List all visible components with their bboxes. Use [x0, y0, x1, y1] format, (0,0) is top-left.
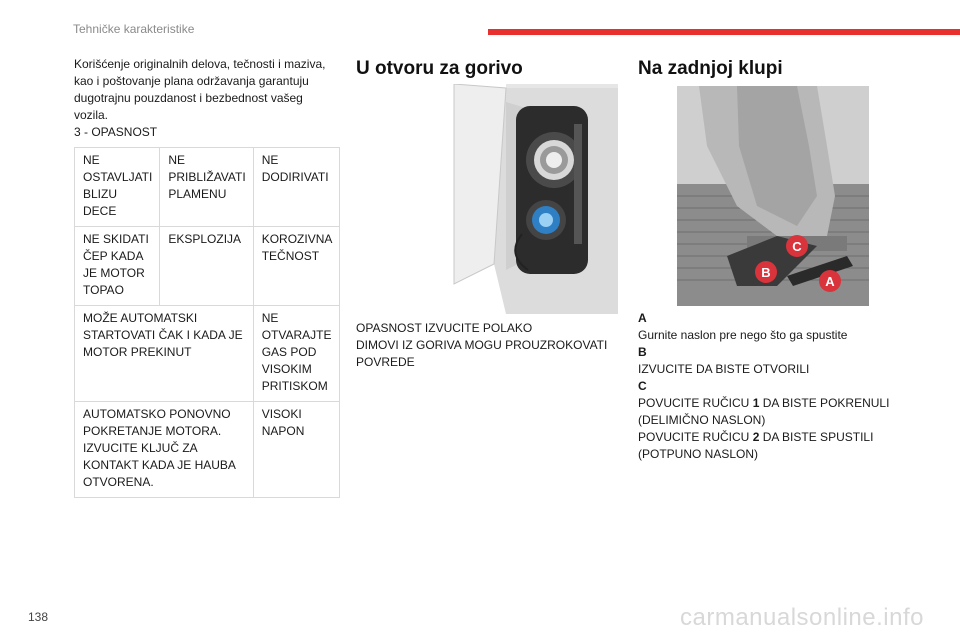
bench-section-title: Na zadnjoj klupi — [638, 58, 783, 79]
marker-a-label: A — [825, 274, 835, 289]
rear-bench-image — [677, 86, 869, 306]
caption-line: DIMOVI IZ GORIVA MOGU PROUZROKOVATI POVREDE — [356, 338, 608, 369]
step-b-text: IZVUCITE DA BISTE OTVORILI — [638, 362, 810, 376]
step-a-text: Gurnite naslon pre nego što ga spustite — [638, 328, 848, 342]
handle-number: 2 — [752, 430, 760, 444]
step-b-title: B — [638, 345, 647, 359]
left-column — [74, 56, 336, 498]
page-number: 138 — [28, 610, 49, 624]
text-run: DA BISTE POKRENULI (DELIMIČNO NASLON) — [638, 396, 890, 427]
table-cell: NE DODIRIVATI — [253, 148, 339, 227]
table-cell: EKSPLOZIJA — [160, 227, 253, 306]
table-cell: NE SKIDATI ČEP KADA JE MOTOR TOPAO — [75, 227, 160, 306]
handle-number: 1 — [752, 396, 760, 410]
bench-instructions — [638, 310, 918, 463]
table-row — [75, 306, 340, 402]
fuel-section-title: U otvoru za gorivo — [356, 58, 523, 79]
warning-table — [74, 147, 340, 498]
table-row — [75, 148, 340, 227]
step-c-title: C — [638, 379, 647, 393]
caption-line: OPASNOST IZVUCITE POLAKO — [356, 321, 533, 335]
step-c-text-2 — [638, 429, 918, 463]
section-accent-bar — [488, 29, 960, 35]
step-a-title: A — [638, 311, 647, 325]
marker-b-label: B — [761, 265, 771, 280]
step-c-text-1 — [638, 395, 918, 429]
table-cell: NE OTVARAJTE GAS POD VISOKIM PRITISKOM — [253, 306, 339, 402]
fuel-flap-image — [356, 84, 618, 314]
table-cell: NE PRIBLIŽAVATI PLAMENU — [160, 148, 253, 227]
table-row — [75, 402, 340, 498]
text-run: POVUCITE RUČICU — [638, 396, 753, 410]
watermark: carmanualsonline.info — [680, 604, 924, 631]
text-run: DA BISTE SPUSTILI (POTPUNO NASLON) — [638, 430, 874, 461]
table-cell: NE OSTAVLJATI BLIZU DECE — [75, 148, 160, 227]
fuel-caption — [356, 320, 618, 371]
table-cell: KOROZIVNA TEČNOST — [253, 227, 339, 306]
table-cell: MOŽE AUTOMATSKI STARTOVATI ČAK I KADA JE MOTOR PREKINUT — [75, 306, 254, 402]
section-title: Tehničke karakteristike — [73, 22, 195, 36]
danger-label: 3 - OPASNOST — [74, 125, 158, 139]
table-cell: VISOKI NAPON — [253, 402, 339, 498]
intro-paragraph: Korišćenje originalnih delova, tečnosti i maziva, kao i poštovanje plana održavanja garantuju dugotrajnu pouzdanost i bezbednost vašeg vozila. — [74, 57, 326, 122]
table-cell: AUTOMATSKO PONOVNO POKRETANJE MOTORA. IZVUCITE KLJUČ ZA KONTAKT KADA JE HAUBA OTVORENA. — [75, 402, 254, 498]
marker-c-label: C — [792, 239, 802, 254]
table-row — [75, 227, 340, 306]
text-run: POVUCITE RUČICU — [638, 430, 753, 444]
